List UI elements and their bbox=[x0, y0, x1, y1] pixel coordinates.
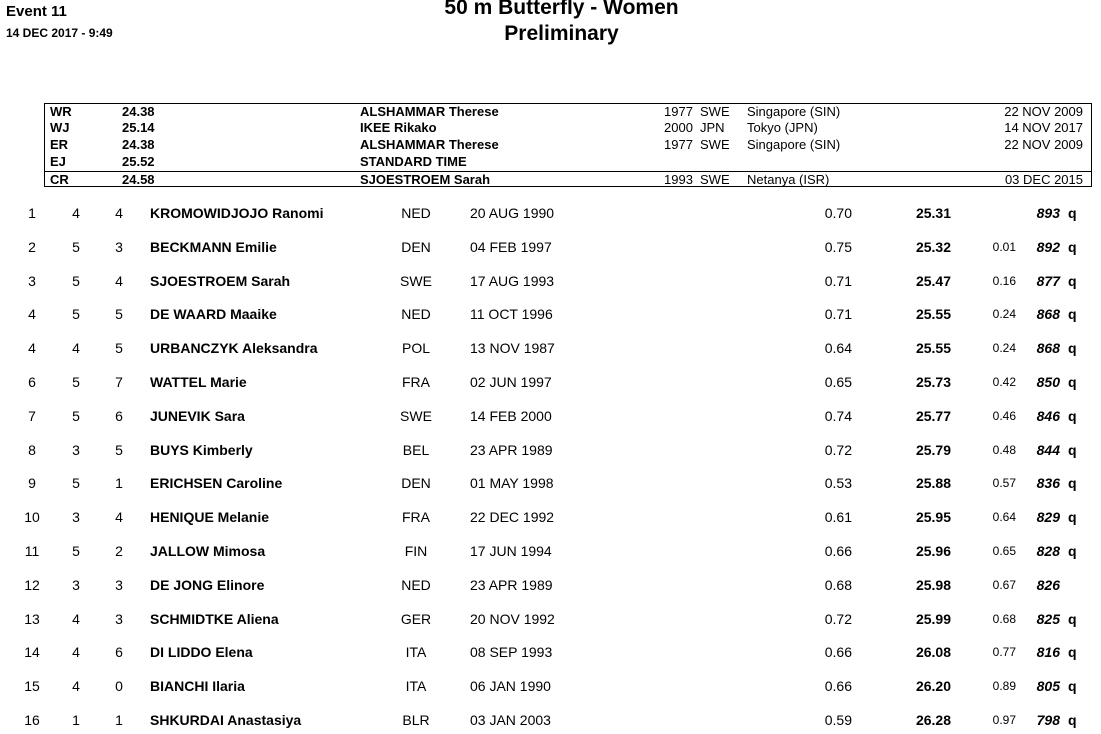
date-of-birth: 23 APR 1989 bbox=[470, 576, 553, 593]
date-of-birth: 17 JUN 1994 bbox=[470, 543, 552, 559]
lane: 4 bbox=[115, 272, 123, 289]
record-row bbox=[45, 137, 1091, 153]
record-row bbox=[45, 120, 1091, 136]
points: 828 bbox=[1036, 543, 1060, 559]
record-birth-year: 2000 bbox=[664, 120, 693, 135]
reaction-time: 0.59 bbox=[824, 712, 852, 728]
record-city: Singapore (SIN) bbox=[747, 104, 841, 119]
result-row bbox=[0, 541, 1101, 561]
nation: FRA bbox=[402, 509, 430, 526]
heat: 4 bbox=[72, 644, 80, 661]
result-time: 25.55 bbox=[915, 306, 951, 323]
reaction-time: 0.66 bbox=[824, 678, 852, 695]
lane: 2 bbox=[115, 543, 123, 559]
lane: 3 bbox=[115, 238, 123, 255]
points: 844 bbox=[1036, 441, 1060, 458]
event-title: 50 m Butterfly - Women bbox=[444, 0, 679, 19]
heat: 4 bbox=[72, 205, 80, 221]
nation: BEL bbox=[402, 441, 430, 458]
record-nation: SWE bbox=[700, 137, 730, 152]
result-row bbox=[0, 473, 1101, 493]
time-behind: 0.67 bbox=[992, 577, 1016, 592]
date-of-birth: 14 FEB 2000 bbox=[470, 407, 552, 424]
rank: 8 bbox=[28, 441, 36, 458]
athlete-name: BUYS Kimberly bbox=[150, 441, 253, 458]
heat: 5 bbox=[72, 238, 80, 255]
rank: 10 bbox=[24, 509, 40, 526]
qualified-flag: q bbox=[1068, 475, 1077, 492]
time-behind: 0.24 bbox=[992, 341, 1016, 356]
result-time: 25.47 bbox=[915, 272, 951, 289]
time-behind: 0.57 bbox=[992, 476, 1016, 491]
time-behind: 0.16 bbox=[992, 273, 1016, 288]
result-time: 25.79 bbox=[915, 441, 951, 458]
heat: 4 bbox=[72, 678, 80, 695]
reaction-time: 0.66 bbox=[824, 644, 852, 661]
result-time: 25.96 bbox=[915, 543, 951, 559]
rank: 4 bbox=[28, 306, 36, 323]
athlete-name: BECKMANN Emilie bbox=[150, 238, 277, 255]
reaction-time: 0.74 bbox=[824, 407, 852, 424]
lane: 0 bbox=[115, 678, 123, 695]
rank: 16 bbox=[24, 712, 40, 728]
date-of-birth: 17 AUG 1993 bbox=[470, 272, 555, 289]
result-time: 25.32 bbox=[915, 238, 951, 255]
athlete-name: DE JONG Elinore bbox=[150, 576, 265, 593]
reaction-time: 0.61 bbox=[824, 509, 852, 526]
qualified-flag: q bbox=[1068, 238, 1077, 255]
nation: DEN bbox=[401, 238, 431, 255]
result-row bbox=[0, 575, 1101, 595]
record-city: Singapore (SIN) bbox=[747, 137, 841, 152]
heat: 5 bbox=[72, 272, 80, 289]
rank: 9 bbox=[28, 475, 36, 492]
qualified-flag: q bbox=[1068, 272, 1077, 289]
time-behind: 0.65 bbox=[992, 544, 1016, 558]
reaction-time: 0.66 bbox=[824, 543, 852, 559]
athlete-name: SJOESTROEM Sarah bbox=[150, 272, 291, 289]
result-row bbox=[0, 271, 1101, 291]
nation: SWE bbox=[400, 407, 432, 424]
result-row bbox=[0, 507, 1101, 527]
nation: POL bbox=[401, 340, 430, 357]
time-behind: 0.89 bbox=[992, 679, 1016, 694]
nation: ITA bbox=[405, 644, 427, 661]
result-row bbox=[0, 710, 1101, 730]
time-behind: 0.42 bbox=[992, 375, 1016, 389]
qualified-flag: q bbox=[1068, 678, 1077, 695]
reaction-time: 0.53 bbox=[824, 475, 852, 492]
heat: 4 bbox=[72, 610, 80, 627]
points: 846 bbox=[1036, 407, 1060, 424]
points: 805 bbox=[1036, 678, 1060, 695]
record-time: 25.52 bbox=[122, 154, 155, 169]
rank: 13 bbox=[24, 610, 40, 627]
record-city: Netanya (ISR) bbox=[747, 172, 830, 187]
heat: 3 bbox=[72, 509, 80, 526]
reaction-time: 0.72 bbox=[824, 610, 852, 627]
qualified-flag: q bbox=[1068, 407, 1077, 424]
nation: NED bbox=[401, 306, 431, 323]
athlete-name: SHKURDAI Anastasiya bbox=[150, 712, 302, 728]
record-birth-year: 1993 bbox=[664, 172, 693, 187]
record-nation: SWE bbox=[700, 172, 730, 187]
rank: 1 bbox=[28, 205, 36, 221]
nation: SWE bbox=[400, 272, 432, 289]
record-holder-name: ALSHAMMAR Therese bbox=[360, 104, 499, 119]
points: 825 bbox=[1036, 610, 1060, 627]
reaction-time: 0.71 bbox=[824, 306, 852, 323]
heat: 4 bbox=[72, 340, 80, 357]
records-table bbox=[44, 103, 1092, 187]
record-time: 25.14 bbox=[122, 120, 155, 135]
qualified-flag: q bbox=[1068, 340, 1077, 357]
record-time: 24.38 bbox=[122, 137, 155, 152]
rank: 7 bbox=[28, 407, 36, 424]
athlete-name: HENIQUE Melanie bbox=[150, 509, 270, 526]
result-row bbox=[0, 406, 1101, 426]
date-of-birth: 04 FEB 1997 bbox=[470, 238, 552, 255]
result-time: 25.55 bbox=[915, 340, 951, 357]
reaction-time: 0.65 bbox=[824, 374, 852, 390]
athlete-name: URBANCZYK Aleksandra bbox=[150, 340, 318, 357]
result-row bbox=[0, 372, 1101, 392]
athlete-name: DI LIDDO Elena bbox=[150, 644, 253, 661]
lane: 4 bbox=[115, 205, 123, 221]
points: 892 bbox=[1036, 238, 1060, 255]
lane: 5 bbox=[115, 441, 123, 458]
qualified-flag: q bbox=[1068, 441, 1077, 458]
rank: 2 bbox=[28, 238, 36, 255]
time-behind: 0.01 bbox=[992, 239, 1016, 254]
rank: 6 bbox=[28, 374, 36, 390]
date-of-birth: 06 JAN 1990 bbox=[470, 678, 551, 695]
lane: 1 bbox=[115, 712, 123, 728]
reaction-time: 0.75 bbox=[824, 238, 852, 255]
record-time: 24.58 bbox=[122, 172, 155, 187]
date-of-birth: 23 APR 1989 bbox=[470, 441, 553, 458]
date-of-birth: 13 NOV 1987 bbox=[470, 340, 555, 357]
athlete-name: WATTEL Marie bbox=[150, 374, 247, 390]
date-of-birth: 03 JAN 2003 bbox=[470, 712, 551, 728]
event-subtitle: Preliminary bbox=[504, 22, 619, 45]
record-code: CR bbox=[50, 172, 69, 187]
qualified-flag: q bbox=[1068, 712, 1077, 728]
date-of-birth: 11 OCT 1996 bbox=[470, 306, 553, 323]
rank: 4 bbox=[28, 340, 36, 357]
heat: 5 bbox=[72, 475, 80, 492]
heat: 5 bbox=[72, 407, 80, 424]
record-code: WJ bbox=[50, 120, 70, 135]
record-nation: SWE bbox=[700, 104, 730, 119]
nation: FRA bbox=[402, 374, 430, 390]
qualified-flag: q bbox=[1068, 374, 1077, 390]
result-time: 25.95 bbox=[915, 509, 951, 526]
result-time: 25.31 bbox=[915, 205, 951, 221]
lane: 5 bbox=[115, 306, 123, 323]
qualified-flag: q bbox=[1068, 306, 1077, 323]
lane: 3 bbox=[115, 610, 123, 627]
lane: 5 bbox=[115, 340, 123, 357]
athlete-name: DE WAARD Maaike bbox=[150, 306, 277, 323]
qualified-flag: q bbox=[1068, 509, 1077, 526]
result-time: 25.99 bbox=[915, 610, 951, 627]
points: 893 bbox=[1036, 205, 1060, 221]
athlete-name: JUNEVIK Sara bbox=[150, 407, 245, 424]
record-row bbox=[45, 104, 1091, 120]
nation: NED bbox=[401, 576, 431, 593]
reaction-time: 0.64 bbox=[824, 340, 852, 357]
lane: 1 bbox=[115, 475, 123, 492]
lane: 3 bbox=[115, 576, 123, 593]
record-code: WR bbox=[50, 104, 72, 119]
record-holder-name: SJOESTROEM Sarah bbox=[360, 172, 491, 187]
result-time: 26.20 bbox=[915, 678, 951, 695]
heat: 1 bbox=[72, 712, 80, 728]
result-time: 26.28 bbox=[915, 712, 951, 728]
points: 829 bbox=[1036, 509, 1060, 526]
reaction-time: 0.71 bbox=[824, 272, 852, 289]
record-date: 14 NOV 2017 bbox=[1004, 120, 1083, 135]
result-row bbox=[0, 440, 1101, 460]
record-birth-year: 1977 bbox=[664, 104, 693, 119]
nation: FIN bbox=[404, 543, 428, 559]
event-name: Event 11 bbox=[6, 3, 67, 20]
date-of-birth: 01 MAY 1998 bbox=[470, 475, 554, 492]
nation: ITA bbox=[405, 678, 427, 695]
heat: 5 bbox=[72, 306, 80, 323]
date-of-birth: 22 DEC 1992 bbox=[470, 509, 555, 526]
result-row bbox=[0, 642, 1101, 662]
date-of-birth: 20 NOV 1992 bbox=[470, 610, 555, 627]
date-of-birth: 02 JUN 1997 bbox=[470, 374, 552, 390]
heat: 3 bbox=[72, 441, 80, 458]
result-row bbox=[0, 237, 1101, 257]
points: 816 bbox=[1036, 644, 1060, 661]
result-row bbox=[0, 676, 1101, 696]
nation: DEN bbox=[401, 475, 431, 492]
result-time: 25.73 bbox=[915, 374, 951, 390]
points: 850 bbox=[1036, 374, 1060, 390]
reaction-time: 0.72 bbox=[824, 441, 852, 458]
result-row bbox=[0, 203, 1101, 223]
time-behind: 0.64 bbox=[992, 510, 1016, 525]
points: 826 bbox=[1036, 576, 1060, 593]
result-row bbox=[0, 304, 1101, 324]
event-date-time: 14 DEC 2017 - 9:49 bbox=[6, 26, 113, 40]
record-time: 24.38 bbox=[122, 104, 155, 119]
rank: 15 bbox=[24, 678, 40, 695]
time-behind: 0.97 bbox=[992, 713, 1016, 727]
record-city: Tokyo (JPN) bbox=[747, 120, 818, 135]
time-behind: 0.24 bbox=[992, 307, 1016, 322]
time-behind: 0.46 bbox=[992, 408, 1016, 423]
date-of-birth: 08 SEP 1993 bbox=[470, 644, 553, 661]
time-behind: 0.77 bbox=[992, 645, 1016, 660]
time-behind: 0.68 bbox=[992, 611, 1016, 626]
heat: 3 bbox=[72, 576, 80, 593]
lane: 6 bbox=[115, 407, 123, 424]
record-date: 22 NOV 2009 bbox=[1004, 104, 1083, 119]
points: 868 bbox=[1036, 306, 1060, 323]
result-time: 25.77 bbox=[915, 407, 951, 424]
record-row bbox=[45, 154, 1091, 170]
rank: 12 bbox=[24, 576, 40, 593]
record-row bbox=[45, 172, 1091, 188]
result-row bbox=[0, 338, 1101, 358]
points: 868 bbox=[1036, 340, 1060, 357]
record-nation: JPN bbox=[700, 120, 725, 135]
athlete-name: KROMOWIDJOJO Ranomi bbox=[150, 205, 324, 221]
date-of-birth: 20 AUG 1990 bbox=[470, 205, 555, 221]
result-time: 25.98 bbox=[915, 576, 951, 593]
qualified-flag: q bbox=[1068, 205, 1077, 221]
heat: 5 bbox=[72, 543, 80, 559]
rank: 11 bbox=[24, 543, 40, 559]
heat: 5 bbox=[72, 374, 80, 390]
athlete-name: ERICHSEN Caroline bbox=[150, 475, 283, 492]
record-date: 22 NOV 2009 bbox=[1004, 137, 1083, 152]
result-time: 25.88 bbox=[915, 475, 951, 492]
result-row bbox=[0, 609, 1101, 629]
reaction-time: 0.70 bbox=[824, 205, 852, 221]
lane: 4 bbox=[115, 509, 123, 526]
athlete-name: JALLOW Mimosa bbox=[150, 543, 266, 559]
nation: BLR bbox=[402, 712, 430, 728]
points: 798 bbox=[1036, 712, 1060, 728]
points: 877 bbox=[1036, 272, 1060, 289]
rank: 3 bbox=[28, 272, 36, 289]
result-time: 26.08 bbox=[915, 644, 951, 661]
record-divider bbox=[45, 171, 1091, 172]
record-date: 03 DEC 2015 bbox=[1004, 172, 1083, 187]
record-code: EJ bbox=[50, 154, 66, 169]
nation: NED bbox=[401, 205, 431, 221]
record-holder-name: STANDARD TIME bbox=[360, 154, 467, 169]
nation: GER bbox=[400, 610, 432, 627]
reaction-time: 0.68 bbox=[824, 576, 852, 593]
qualified-flag: q bbox=[1068, 644, 1077, 661]
points: 836 bbox=[1036, 475, 1060, 492]
qualified-flag: q bbox=[1068, 610, 1077, 627]
record-code: ER bbox=[50, 137, 69, 152]
record-birth-year: 1977 bbox=[664, 137, 693, 152]
time-behind: 0.48 bbox=[992, 442, 1016, 457]
rank: 14 bbox=[24, 644, 40, 661]
athlete-name: BIANCHI Ilaria bbox=[150, 678, 245, 695]
lane: 6 bbox=[115, 644, 123, 661]
qualified-flag: q bbox=[1068, 543, 1077, 559]
record-holder-name: IKEE Rikako bbox=[360, 120, 437, 135]
record-holder-name: ALSHAMMAR Therese bbox=[360, 137, 499, 152]
athlete-name: SCHMIDTKE Aliena bbox=[150, 610, 279, 627]
lane: 7 bbox=[115, 374, 123, 390]
